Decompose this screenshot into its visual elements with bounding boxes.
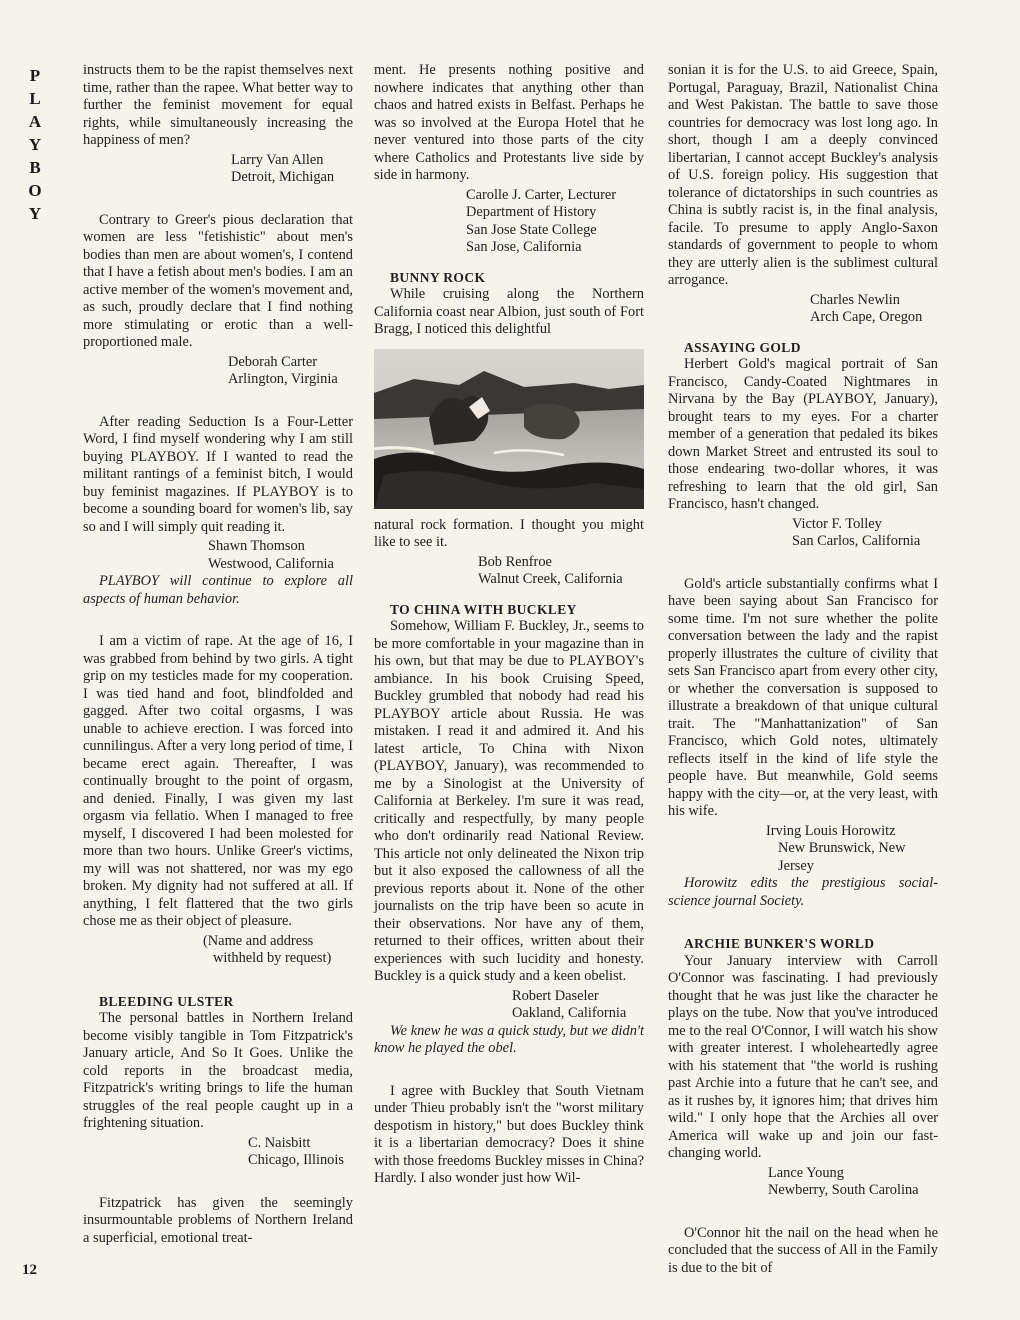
signature-name: Irving Louis Horowitz: [766, 822, 896, 839]
letter-paragraph: ment. He presents nothing positive and nowhere indicates that anything other than chaos and hatred exists in Belfast. Perhaps he was so involved at the Europa Hotel that he never ventured into those parts of the city where Catholics and Protestants live side by side in harmony.: [374, 62, 644, 183]
signature-place: Arch Cape, Oregon: [810, 309, 923, 325]
letter-paragraph: natural rock formation. I thought you might like to see it.: [374, 516, 644, 550]
signature: [83, 152, 353, 187]
letter-paragraph: Gold's article substantially confirms what I have been saying about San Francisco for some time. I'm not sure whether the polite conversation between the lady and the rapist properly illustrates the culture of civility that sets San Francisco apart from every other city, or whether the conversation is supposed to illustrate a breakdown of that unique cultural trait. The "Manhattanization" of San Francisco, which Gold notes, ultimately reflects itself in the kind of life style the people have. But meanwhile, Gold seems happy with the city—or, at the very least, with his wife.: [668, 575, 938, 819]
signature-name: Robert Daseler: [512, 987, 599, 1004]
signature: [374, 554, 644, 589]
letter-paragraph: While cruising along the Northern California coast near Albion, just south of Fort Bragg, I noticed this delightful: [374, 286, 644, 337]
signature-place: Westwood, California: [208, 555, 334, 572]
page-number: 12: [22, 1262, 37, 1278]
section-heading: TO CHINA WITH BUCKLEY: [390, 601, 577, 617]
signature-name: Carolle J. Carter, Lecturer: [466, 186, 617, 203]
signature: [83, 933, 353, 968]
letter-paragraph: I agree with Buckley that South Vietnam under Thieu probably isn't the "worst military despotism in history," but does Buckley think it is a libertarian democracy? Does it shine with those freedoms Buckley misses in China? Hardly. I also wonder just how Wil-: [374, 1082, 644, 1186]
signature: [668, 292, 938, 327]
letter-paragraph: instructs them to be the rapist themselves next time, rather than the rapee. What better way to further the feminist movement for equal rights, while simultaneously increasing the happiness of men?: [83, 62, 353, 148]
letter-paragraph: The personal battles in Northern Ireland become visibly tangible in Tom Fitzpatrick's January article, And So It Goes. Unlike the cold reports in the broadcast media, Fitzpatrick's writing brings to life the human struggles of the real people caught up in a frightening situation.: [83, 1010, 353, 1131]
letter-paragraph: Somehow, William F. Buckley, Jr., seems to be more comfortable in your magazine than in his own, but that may be due to PLAYBOY's ambiance. In his book Cruising Speed, Buckley grumbled that nobody had read his PLAYBOY article about Russia. He was mistaken. I read it and admired it. And his latest article, To China with Nixon (PLAYBOY, January), was recommended to me by a Sinologist at the University of California at Berkeley. I'm sure it was read, critically and respectfully, by many people who don't ordinarily read National Review. This article not only delineated the Nixon trip but it also exposed the callowness of all the previous reports about it. None of the other journalists on the trip have been so acute in their observations. Nor have any of them, returned to their offices, written about their experiences with such lucidity and honesty. Buckley is a quick study and a keen obelist.: [374, 618, 644, 984]
section-heading: BUNNY ROCK: [390, 269, 486, 285]
signature: [83, 354, 353, 389]
signature-place: New Brunswick, New Jersey: [778, 840, 906, 874]
letter-paragraph: sonian it is for the U.S. to aid Greece, Spain, Portugal, Paraguay, Brazil, Nationalist China and West Pakistan. The battle to save those countries for democracy was lost long ago. In short, though I am a deeply convinced libertarian, I cannot accept Buckley's analysis of U.S. foreign policy. His suggestion that tolerance of dictatorships in such countries as China is subtly racist is, in the final analysis, facile. To presume to apply Anglo-Saxon standards of government to people to whom they are utterly alien is the sublimest cultural arrogance.: [668, 62, 938, 288]
signature: [374, 187, 644, 257]
editor-note: We knew he was a quick study, but we didn't know he played the obel.: [374, 1022, 644, 1056]
signature-name: Victor F. Tolley: [792, 515, 882, 532]
signature-place: San Carlos, California: [792, 533, 921, 549]
section-heading: ARCHIE BUNKER'S WORLD: [684, 936, 875, 951]
signature-place: Newberry, South Carolina: [768, 1182, 919, 1198]
signature: [668, 823, 938, 876]
signature-place: Oakland, California: [512, 1005, 627, 1021]
signature-name: Larry Van Allen: [231, 151, 324, 168]
letter-paragraph: I am a victim of rape. At the age of 16, I was grabbed from behind by two girls. A tight grip on my testicles made for my cooperation. I was tied hand and foot, blindfolded and gagged. After two coital orgasms, I was unable to achieve erection. I was forced into cunnilingus. After a very long period of time, I became erect again. Thereafter, I was continually brought to the point of orgasm, and denied. Finally, I was given my last orgasm via fellatio. When I managed to free myself, I discovered I had been molested for more than two hours. Unlike Greer's victims, my will was not shattered, nor was my ego broken. My dignity had not suffered at all. If anything, I felt flattered that the two girls chose me as their object of pleasure.: [83, 633, 353, 929]
signature-name: Charles Newlin: [810, 291, 900, 308]
section-heading: BLEEDING ULSTER: [99, 993, 234, 1009]
signature-name: Shawn Thomson: [208, 538, 305, 554]
letter-paragraph: Fitzpatrick has given the seemingly insurmountable problems of Northern Ireland a superficial, emotional treat-: [83, 1194, 353, 1246]
letter-paragraph: Contrary to Greer's pious declaration that women are less "fetishistic" about men's bodies than men are about women's, I contend that I have a fetish about men's bodies. I am an active member of the women's movement and, as such, proudly declare that I find nothing more stimulating or erotic than a well-proportioned male.: [83, 211, 353, 350]
letter-paragraph: Your January interview with Carroll O'Connor was fascinating. I had previously thought that he was just like the character he plays on the tube. Now that you've introduced me to the real O'Connor, I will watch his show with greater interest. I wholeheartedly agree with his statement that "the world is rushing past Archie into a future that he can't see, and as it rushes by, it ignores him; that drives him wild." I only hope that the Archies all over America will wake up and join our fast-changing world.: [668, 952, 938, 1161]
signature-name: Lance Young: [768, 1164, 844, 1181]
rock-formation-photo: [374, 349, 644, 509]
signature-line: San Jose State College: [466, 221, 597, 238]
editor-note: PLAYBOY will continue to explore all aspects of human behavior.: [83, 573, 353, 607]
signature-place: withheld by request): [213, 950, 332, 966]
column-2: [374, 62, 644, 1188]
signature-place: Chicago, Illinois: [248, 1152, 344, 1168]
letter-paragraph: O'Connor hit the nail on the head when he concluded that the success of All in the Family is due to the bit of: [668, 1224, 938, 1276]
section-heading: ASSAYING GOLD: [684, 339, 801, 355]
signature-name: C. Naisbitt: [248, 1134, 311, 1151]
signature-name: (Name and address: [203, 932, 314, 949]
signature-place: Walnut Creek, California: [478, 571, 623, 587]
signature: [374, 988, 644, 1023]
signature-place: Detroit, Michigan: [231, 169, 335, 185]
column-3: [668, 62, 938, 1277]
signature: [83, 538, 353, 573]
masthead-vertical: P L A Y B O Y: [28, 66, 42, 223]
signature: [668, 516, 938, 551]
signature-line: Department of History: [466, 204, 597, 220]
signature-place: San Jose, California: [466, 239, 582, 255]
signature-name: Bob Renfroe: [478, 553, 552, 570]
signature-place: Arlington, Virginia: [228, 371, 338, 387]
editor-note: Horowitz edits the prestigious social-science journal Society.: [668, 875, 938, 909]
signature: [668, 1165, 938, 1200]
letter-paragraph: After reading Seduction Is a Four-Letter Word, I find myself wondering why I am still buying PLAYBOY. If I wanted to read the militant rantings of a feminist bitch, I would buy feminist magazines. If PLAYBOY is to become a sounding board for women's lib, say so and I will simply quit reading it.: [83, 413, 353, 535]
column-1: [83, 62, 353, 1247]
letter-paragraph: Herbert Gold's magical portrait of San Francisco, Candy-Coated Nightmares in Nirvana by the Bay (PLAYBOY, January), brought tears to my eyes. For a charter member of a generation that pedaled its bikes down Market Street and entrusted its soul to those endearing two-dollar whores, it was refreshing to learn that the old girl, San Francisco, hasn't changed.: [668, 356, 938, 512]
signature: [83, 1135, 353, 1170]
signature-name: Deborah Carter: [228, 353, 318, 370]
